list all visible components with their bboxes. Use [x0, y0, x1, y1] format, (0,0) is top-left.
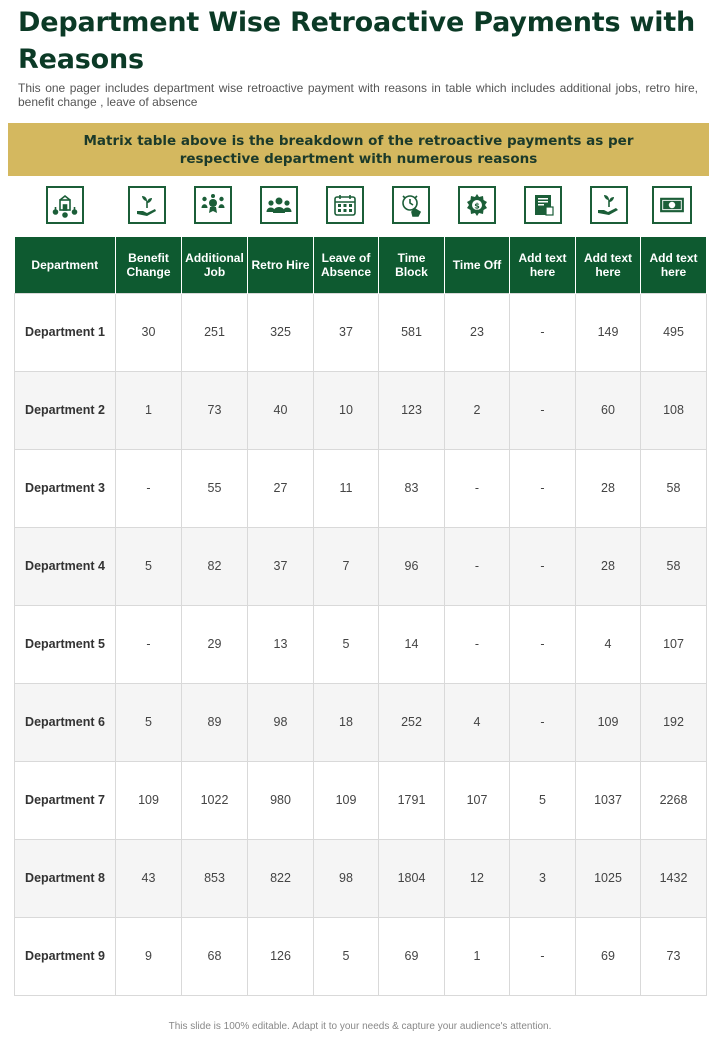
value-cell: 98 [248, 683, 314, 761]
value-cell: - [510, 449, 576, 527]
value-cell: 68 [182, 917, 248, 995]
value-cell: 5 [314, 917, 379, 995]
column-header: Add text here [510, 237, 576, 293]
page-title: Department Wise Retroactive Payments with Reasons [18, 7, 696, 75]
retroactive-payments-table [14, 237, 707, 996]
table-row [15, 449, 707, 527]
table-header-row [15, 237, 707, 293]
hand-plant-icon [590, 186, 628, 224]
value-cell: - [510, 371, 576, 449]
value-cell: - [510, 683, 576, 761]
value-cell: 82 [182, 527, 248, 605]
value-cell: 495 [641, 293, 707, 371]
value-cell: 251 [182, 293, 248, 371]
org-building-icon [46, 186, 84, 224]
value-cell: 2 [445, 371, 510, 449]
value-cell: 58 [641, 449, 707, 527]
column-header: Department [15, 237, 116, 293]
value-cell: 18 [314, 683, 379, 761]
value-cell: 5 [116, 527, 182, 605]
value-cell: 4 [445, 683, 510, 761]
table-row [15, 293, 707, 371]
value-cell: 192 [641, 683, 707, 761]
department-name-cell: Department 1 [15, 293, 116, 371]
value-cell: 10 [314, 371, 379, 449]
value-cell: 1037 [576, 761, 641, 839]
value-cell: 98 [314, 839, 379, 917]
value-cell: 89 [182, 683, 248, 761]
value-cell: 109 [116, 761, 182, 839]
value-cell: 126 [248, 917, 314, 995]
receipt-document-icon [524, 186, 562, 224]
value-cell: 30 [116, 293, 182, 371]
value-cell: - [510, 917, 576, 995]
value-cell: 83 [379, 449, 445, 527]
icon-row [14, 186, 706, 230]
value-cell: 581 [379, 293, 445, 371]
value-cell: - [116, 449, 182, 527]
value-cell: 11 [314, 449, 379, 527]
page-subtitle: This one pager includes department wise retroactive payment with reasons in table which includes additional jobs, retro hire, benefit change , leave of absence [18, 81, 698, 109]
table-row [15, 605, 707, 683]
calendar-icon [326, 186, 364, 224]
value-cell: 96 [379, 527, 445, 605]
table-row [15, 761, 707, 839]
value-cell: 14 [379, 605, 445, 683]
value-cell: 58 [641, 527, 707, 605]
value-cell: 252 [379, 683, 445, 761]
value-cell: 12 [445, 839, 510, 917]
svg-text:$: $ [474, 201, 480, 211]
value-cell: 73 [182, 371, 248, 449]
value-cell: 3 [510, 839, 576, 917]
value-cell: 13 [248, 605, 314, 683]
column-header: Additional Job [182, 237, 248, 293]
value-cell: - [116, 605, 182, 683]
value-cell: 7 [314, 527, 379, 605]
column-header: Add text here [641, 237, 707, 293]
value-cell: 107 [445, 761, 510, 839]
value-cell: 109 [314, 761, 379, 839]
value-cell: 69 [379, 917, 445, 995]
value-cell: - [510, 527, 576, 605]
column-header: Retro Hire [248, 237, 314, 293]
table-row [15, 683, 707, 761]
value-cell: 4 [576, 605, 641, 683]
value-cell: 1 [445, 917, 510, 995]
value-cell: 149 [576, 293, 641, 371]
summary-banner: Matrix table above is the breakdown of the retroactive payments as per respective department with numerous reasons [8, 123, 709, 176]
value-cell: 5 [116, 683, 182, 761]
column-header: Add text here [576, 237, 641, 293]
department-name-cell: Department 2 [15, 371, 116, 449]
department-name-cell: Department 7 [15, 761, 116, 839]
people-group-icon [260, 186, 298, 224]
value-cell: 1791 [379, 761, 445, 839]
value-cell: 108 [641, 371, 707, 449]
department-name-cell: Department 6 [15, 683, 116, 761]
value-cell: 822 [248, 839, 314, 917]
value-cell: - [445, 527, 510, 605]
column-header: Benefit Change [116, 237, 182, 293]
value-cell: 23 [445, 293, 510, 371]
table-row [15, 527, 707, 605]
value-cell: - [510, 605, 576, 683]
value-cell: 55 [182, 449, 248, 527]
value-cell: 40 [248, 371, 314, 449]
table-row [15, 917, 707, 995]
value-cell: 28 [576, 449, 641, 527]
value-cell: 5 [510, 761, 576, 839]
value-cell: - [445, 605, 510, 683]
alarm-clock-hand-icon [392, 186, 430, 224]
value-cell: 27 [248, 449, 314, 527]
value-cell: 325 [248, 293, 314, 371]
value-cell: 1432 [641, 839, 707, 917]
value-cell: 123 [379, 371, 445, 449]
table-row [15, 839, 707, 917]
value-cell: 980 [248, 761, 314, 839]
value-cell: - [510, 293, 576, 371]
value-cell: 1025 [576, 839, 641, 917]
value-cell: 5 [314, 605, 379, 683]
value-cell: 29 [182, 605, 248, 683]
department-name-cell: Department 5 [15, 605, 116, 683]
value-cell: 1804 [379, 839, 445, 917]
value-cell: 853 [182, 839, 248, 917]
value-cell: - [445, 449, 510, 527]
value-cell: 1 [116, 371, 182, 449]
column-header: Time Off [445, 237, 510, 293]
value-cell: 43 [116, 839, 182, 917]
column-header: Time Block [379, 237, 445, 293]
gear-money-icon [458, 186, 496, 224]
value-cell: 60 [576, 371, 641, 449]
department-name-cell: Department 8 [15, 839, 116, 917]
value-cell: 73 [641, 917, 707, 995]
value-cell: 107 [641, 605, 707, 683]
team-award-icon [194, 186, 232, 224]
value-cell: 109 [576, 683, 641, 761]
column-header: Leave of Absence [314, 237, 379, 293]
department-name-cell: Department 3 [15, 449, 116, 527]
department-name-cell: Department 4 [15, 527, 116, 605]
value-cell: 1022 [182, 761, 248, 839]
value-cell: 37 [314, 293, 379, 371]
value-cell: 37 [248, 527, 314, 605]
table-row [15, 371, 707, 449]
value-cell: 9 [116, 917, 182, 995]
money-plant-icon [128, 186, 166, 224]
value-cell: 28 [576, 527, 641, 605]
department-name-cell: Department 9 [15, 917, 116, 995]
value-cell: 2268 [641, 761, 707, 839]
banknote-icon [652, 186, 692, 224]
footer-note: This slide is 100% editable. Adapt it to your needs & capture your audience's attention. [168, 1021, 552, 1032]
value-cell: 69 [576, 917, 641, 995]
